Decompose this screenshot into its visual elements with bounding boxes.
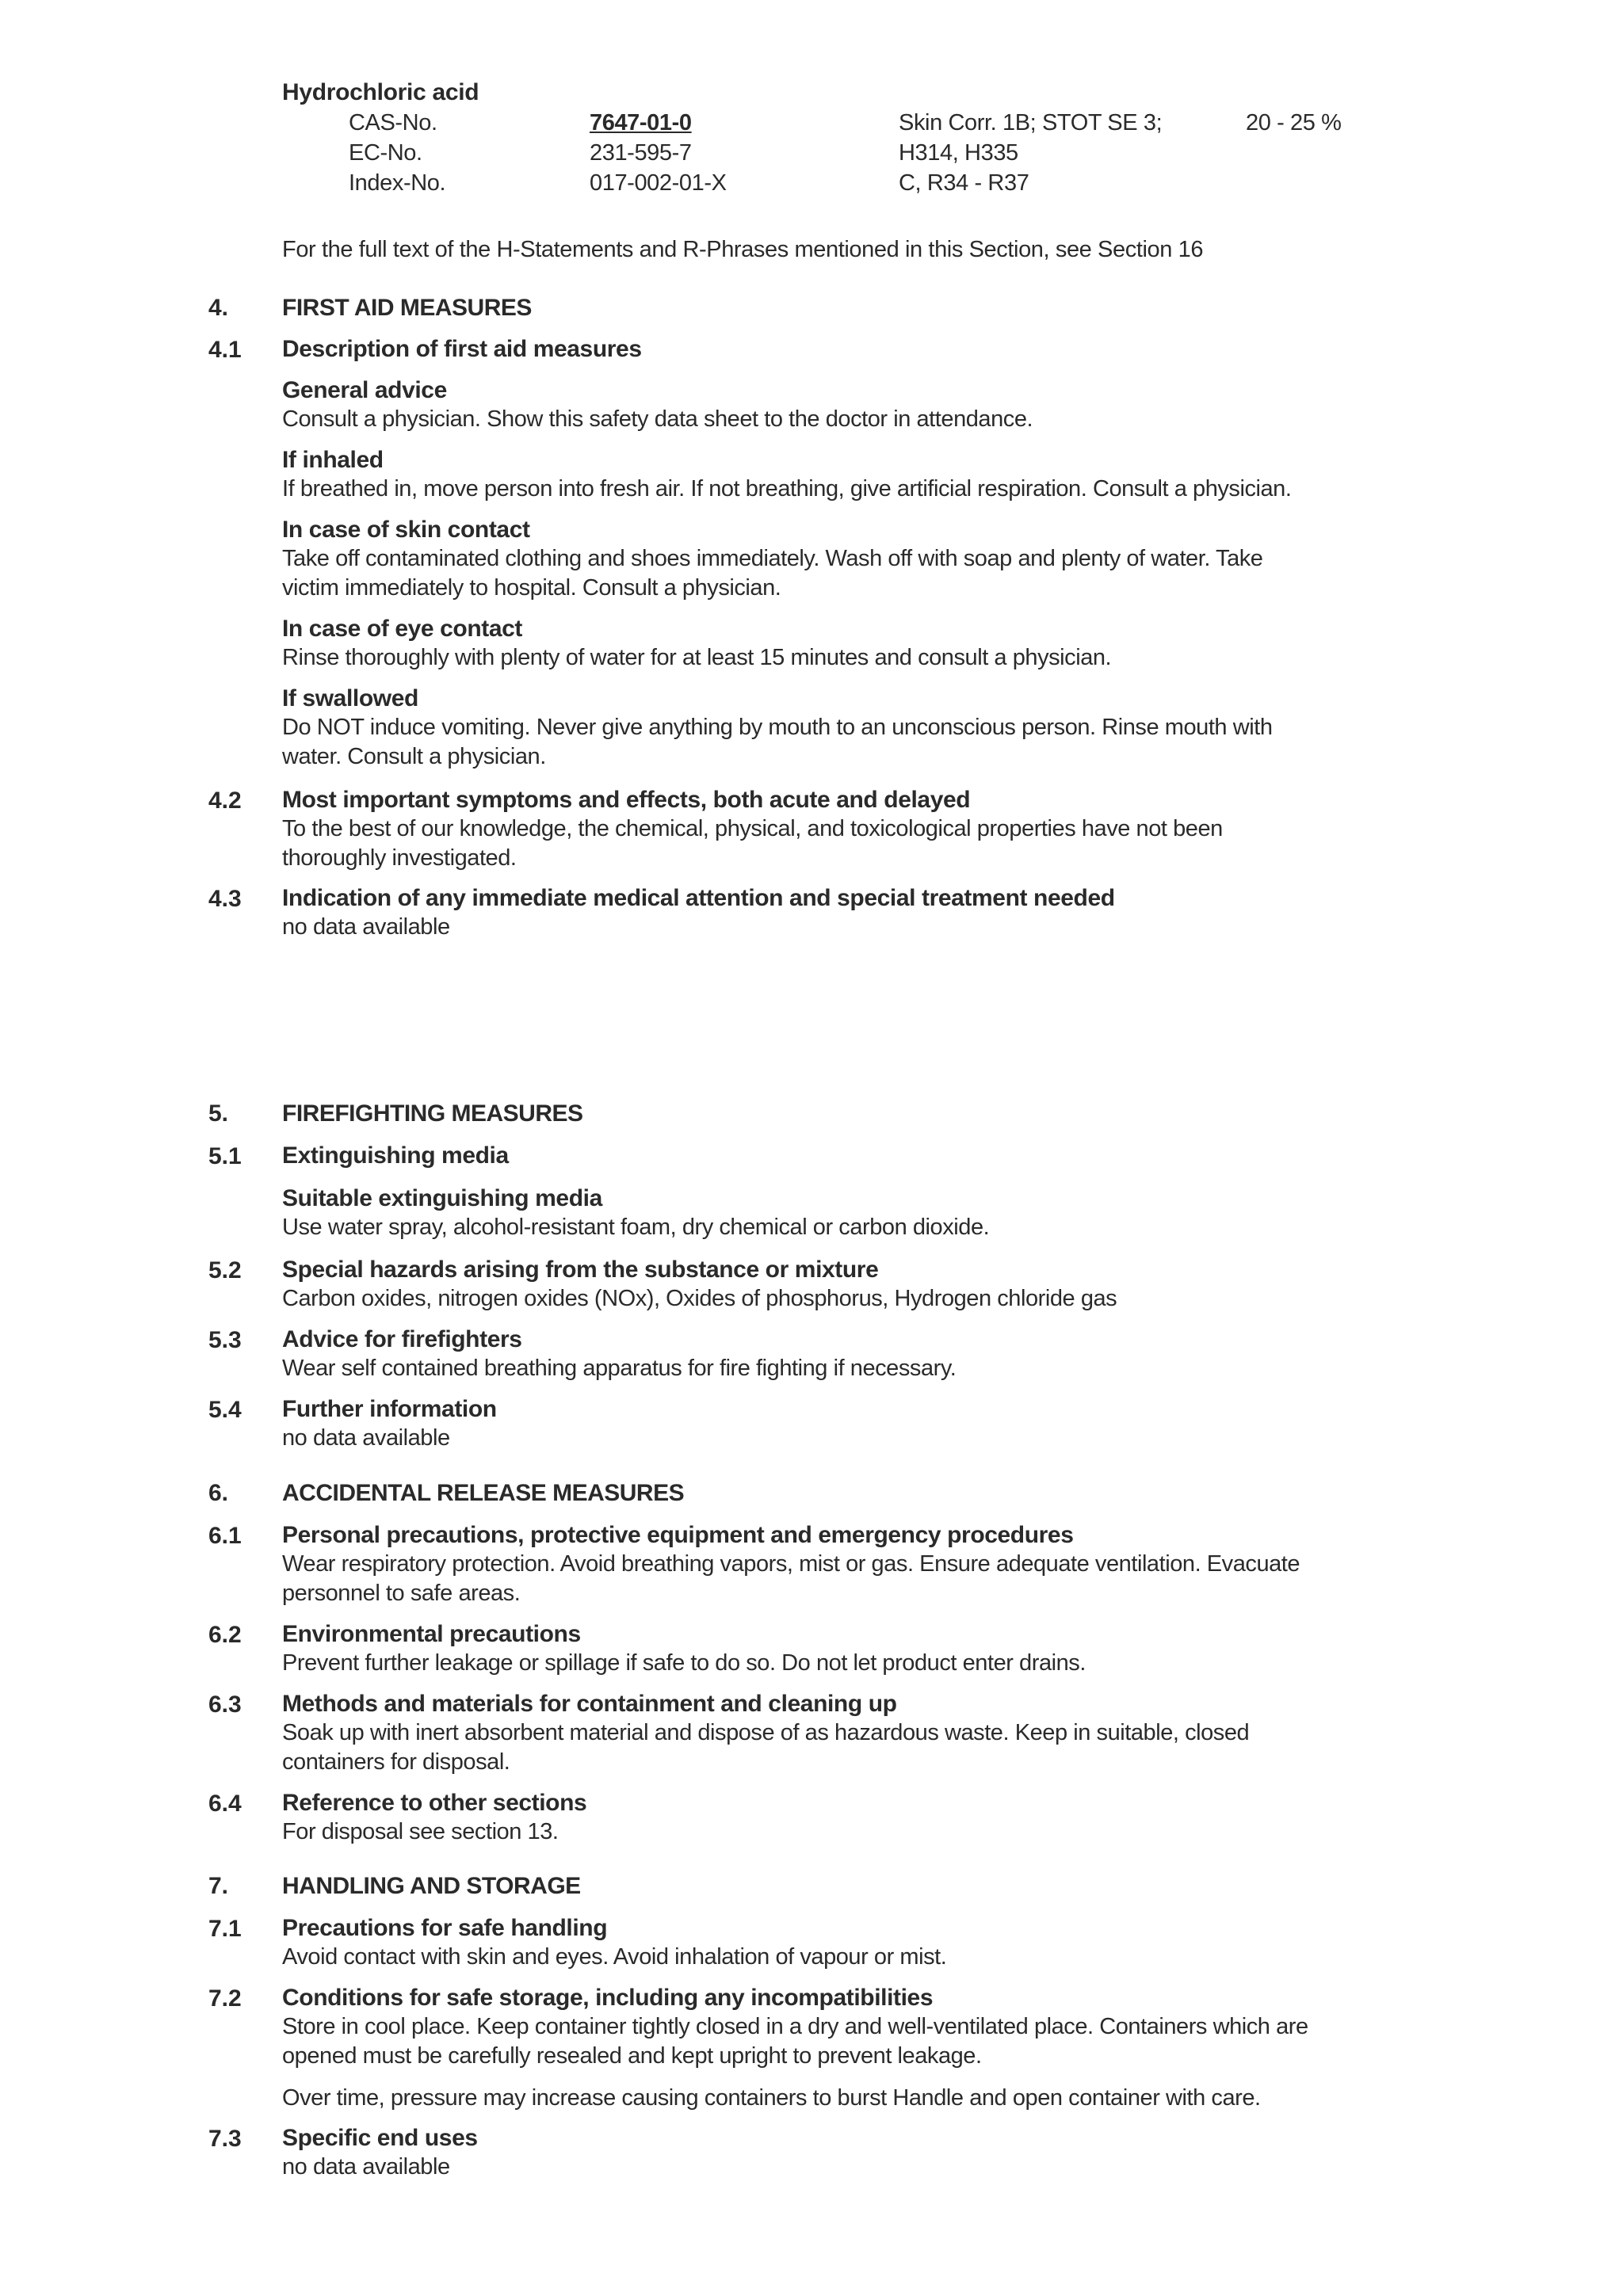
subsection-number: 4.3 bbox=[208, 886, 242, 912]
if-inhaled-text: If breathed in, move person into fresh air. If not breathing, give artificial respiration. Consult a physician. bbox=[282, 476, 1292, 502]
subsection-text: Carbon oxides, nitrogen oxides (NOx), Oxides of phosphorus, Hydrogen chloride gas bbox=[282, 1286, 1117, 1311]
subsection-number: 6.1 bbox=[208, 1523, 242, 1549]
subsection-text: For disposal see section 13. bbox=[282, 1819, 559, 1844]
section-number: 5. bbox=[208, 1100, 229, 1127]
subsection-heading: Most important symptoms and effects, both acute and delayed bbox=[282, 787, 971, 813]
if-swallowed-text: water. Consult a physician. bbox=[282, 744, 546, 769]
subsection-number: 5.4 bbox=[208, 1397, 242, 1423]
eye-contact-heading: In case of eye contact bbox=[282, 616, 522, 642]
subsection-heading: Description of first aid measures bbox=[282, 336, 642, 362]
subsection-text: Avoid contact with skin and eyes. Avoid inhalation of vapour or mist. bbox=[282, 1944, 947, 1970]
section-title: FIREFIGHTING MEASURES bbox=[282, 1100, 583, 1127]
section-number: 4. bbox=[208, 295, 229, 321]
subsection-text: Wear self contained breathing apparatus for fire fighting if necessary. bbox=[282, 1356, 957, 1381]
subsection-heading: Methods and materials for containment and cleaning up bbox=[282, 1691, 897, 1717]
subsection-heading: Advice for firefighters bbox=[282, 1326, 522, 1352]
subsection-number: 7.2 bbox=[208, 1985, 242, 2012]
subsection-text: no data available bbox=[282, 1425, 450, 1451]
substance-identification bbox=[282, 78, 1471, 198]
subsection-text: Over time, pressure may increase causing containers to burst Handle and open container with care. bbox=[282, 2085, 1261, 2111]
cas-label: CAS-No. bbox=[349, 110, 437, 135]
subsection-text: To the best of our knowledge, the chemical, physical, and toxicological properties have not been bbox=[282, 816, 1223, 841]
section-number: 6. bbox=[208, 1480, 229, 1506]
subsection-number: 4.1 bbox=[208, 337, 242, 363]
subsection-number: 6.2 bbox=[208, 1622, 242, 1648]
subsection-text: opened must be carefully resealed and kept upright to prevent leakage. bbox=[282, 2043, 982, 2069]
subsection-heading: Conditions for safe storage, including any incompatibilities bbox=[282, 1985, 934, 2011]
eye-contact-text: Rinse thoroughly with plenty of water for at least 15 minutes and consult a physician. bbox=[282, 645, 1112, 670]
subsection-heading: Indication of any immediate medical attention and special treatment needed bbox=[282, 885, 1115, 911]
subsection-number: 6.3 bbox=[208, 1691, 242, 1718]
general-advice-text: Consult a physician. Show this safety data sheet to the doctor in attendance. bbox=[282, 406, 1033, 432]
subsection-text: no data available bbox=[282, 2154, 450, 2180]
subsection-heading: Precautions for safe handling bbox=[282, 1915, 608, 1941]
subsection-number: 4.2 bbox=[208, 788, 242, 814]
subsection-text: no data available bbox=[282, 914, 450, 940]
subsection-text: personnel to safe areas. bbox=[282, 1581, 521, 1606]
subsection-heading: Environmental precautions bbox=[282, 1621, 581, 1647]
index-row bbox=[282, 168, 1471, 198]
concentration: 20 - 25 % bbox=[1246, 110, 1342, 135]
ec-number: 231-595-7 bbox=[590, 140, 692, 166]
subsection-text: Store in cool place. Keep container tightly closed in a dry and well-ventilated place. Containers which are bbox=[282, 2014, 1308, 2039]
subsection-text: Soak up with inert absorbent material and dispose of as hazardous waste. Keep in suitable, closed bbox=[282, 1720, 1250, 1745]
full-text-note: For the full text of the H-Statements and R-Phrases mentioned in this Section, see Section 16 bbox=[282, 237, 1204, 262]
skin-contact-text: Take off contaminated clothing and shoes immediately. Wash off with soap and plenty of water. Take bbox=[282, 546, 1263, 571]
hazard-classification: Skin Corr. 1B; STOT SE 3; bbox=[899, 110, 1163, 135]
subsection-number: 7.3 bbox=[208, 2126, 242, 2152]
suitable-media-heading: Suitable extinguishing media bbox=[282, 1185, 602, 1211]
general-advice-heading: General advice bbox=[282, 377, 447, 403]
subsection-heading: Extinguishing media bbox=[282, 1142, 509, 1169]
subsection-number: 5.2 bbox=[208, 1257, 242, 1283]
section-number: 7. bbox=[208, 1873, 229, 1899]
subsection-number: 5.1 bbox=[208, 1143, 242, 1169]
substance-name: Hydrochloric acid bbox=[282, 79, 479, 105]
subsection-heading: Special hazards arising from the substance or mixture bbox=[282, 1257, 879, 1283]
skin-contact-text: victim immediately to hospital. Consult a physician. bbox=[282, 575, 781, 601]
subsection-number: 5.3 bbox=[208, 1327, 242, 1353]
subsection-heading: Reference to other sections bbox=[282, 1790, 587, 1816]
suitable-media-text: Use water spray, alcohol-resistant foam, dry chemical or carbon dioxide. bbox=[282, 1215, 990, 1240]
cas-number-link[interactable]: 7647-01-0 bbox=[590, 110, 692, 135]
section-title: ACCIDENTAL RELEASE MEASURES bbox=[282, 1480, 685, 1506]
subsection-text: Wear respiratory protection. Avoid breathing vapors, mist or gas. Ensure adequate ventilation. Evacuate bbox=[282, 1551, 1300, 1577]
ec-label: EC-No. bbox=[349, 140, 422, 166]
section-title: FIRST AID MEASURES bbox=[282, 295, 532, 321]
hazard-statements: H314, H335 bbox=[899, 140, 1018, 166]
section-title: HANDLING AND STORAGE bbox=[282, 1873, 581, 1899]
if-swallowed-heading: If swallowed bbox=[282, 685, 418, 711]
subsection-number: 6.4 bbox=[208, 1791, 242, 1817]
index-label: Index-No. bbox=[349, 170, 446, 196]
subsection-heading: Personal precautions, protective equipment and emergency procedures bbox=[282, 1522, 1074, 1548]
skin-contact-heading: In case of skin contact bbox=[282, 517, 530, 543]
cas-row bbox=[282, 108, 1471, 138]
subsection-text: thoroughly investigated. bbox=[282, 845, 517, 871]
subsection-heading: Further information bbox=[282, 1396, 497, 1422]
if-swallowed-text: Do NOT induce vomiting. Never give anything by mouth to an unconscious person. Rinse mouth with bbox=[282, 715, 1273, 740]
subsection-number: 7.1 bbox=[208, 1916, 242, 1942]
risk-phrases: C, R34 - R37 bbox=[899, 170, 1029, 196]
index-number: 017-002-01-X bbox=[590, 170, 727, 196]
subsection-text: Prevent further leakage or spillage if safe to do so. Do not let product enter drains. bbox=[282, 1650, 1086, 1676]
subsection-heading: Specific end uses bbox=[282, 2125, 478, 2151]
ec-row bbox=[282, 138, 1471, 168]
subsection-text: containers for disposal. bbox=[282, 1749, 510, 1775]
if-inhaled-heading: If inhaled bbox=[282, 447, 384, 473]
